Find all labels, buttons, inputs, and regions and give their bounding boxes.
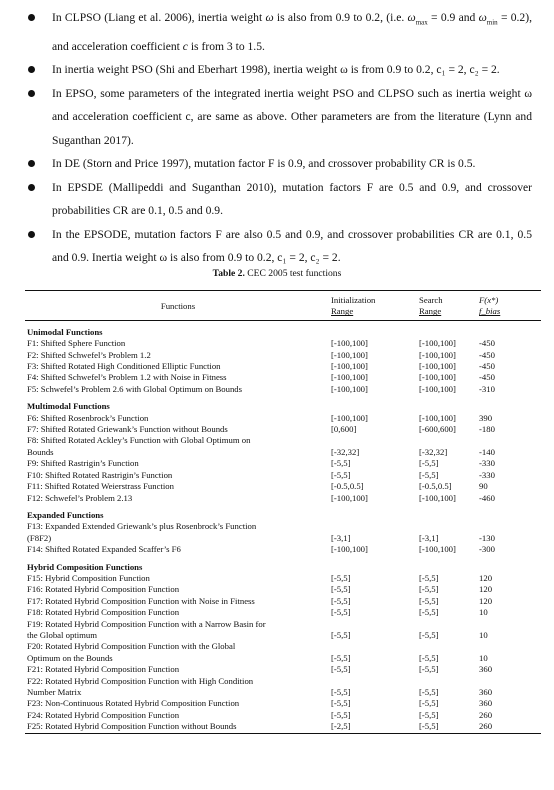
f-bias-value: -450 bbox=[479, 361, 495, 372]
initialization-range: [-100,100] bbox=[331, 383, 368, 394]
header-line: f_bias bbox=[479, 306, 501, 317]
function-name: F4: Shifted Schwefel’s Problem 1.2 with Noise in Fitness bbox=[27, 372, 227, 383]
bullet-epsode bbox=[0, 223, 554, 270]
f-bias-value: -180 bbox=[479, 424, 495, 435]
f-bias-value: -450 bbox=[479, 338, 495, 349]
f-bias-value: 360 bbox=[479, 664, 493, 675]
table-row bbox=[25, 372, 541, 383]
search-range: [-3,1] bbox=[419, 532, 439, 543]
function-name: Bounds bbox=[27, 446, 54, 457]
search-range: [-5,5] bbox=[419, 652, 439, 663]
text: is also from 0.9 to 0.2, (i.e. bbox=[273, 11, 408, 24]
search-range: [-5,5] bbox=[419, 458, 439, 469]
f-bias-value: 260 bbox=[479, 721, 493, 732]
f-bias-value: -450 bbox=[479, 372, 495, 383]
bullet-epso bbox=[0, 82, 554, 153]
table-row bbox=[25, 573, 541, 584]
bullet-text: In EPSO, some parameters of the integrated inertia weight PSO and CLPSO such as inertia weight ω and acceleration coefficient c, are same as above. Other parameters are from the literature (Lynn and Suganthan 2017). bbox=[52, 86, 532, 147]
cec2005-functions-table bbox=[25, 290, 541, 734]
f-bias-value: -450 bbox=[479, 349, 495, 360]
table-row bbox=[25, 424, 541, 435]
table-row bbox=[25, 676, 541, 687]
initialization-range: [-100,100] bbox=[331, 492, 368, 503]
function-name: F5: Schwefel’s Problem 2.6 with Global Optimum on Bounds bbox=[27, 383, 243, 394]
function-name: F11: Shifted Rotated Weierstrass Function bbox=[27, 481, 174, 492]
search-range: [-0.5,0.5] bbox=[419, 481, 452, 492]
initialization-range: [-0.5,0.5] bbox=[331, 481, 364, 492]
text: and bbox=[455, 11, 479, 24]
f-bias-value: -330 bbox=[479, 458, 495, 469]
initialization-range: [-5,5] bbox=[331, 652, 351, 663]
f-bias-value bbox=[479, 676, 541, 687]
initialization-range: [-5,5] bbox=[331, 698, 351, 709]
header-line: Initialization bbox=[331, 295, 376, 305]
bullet-dot-icon bbox=[28, 184, 35, 191]
initialization-range: [-100,100] bbox=[331, 338, 368, 349]
table-row bbox=[25, 607, 541, 618]
initialization-range bbox=[331, 435, 419, 446]
bullet-clpso bbox=[0, 6, 554, 58]
bullet-text: In the EPSODE, mutation factors F are also 0.5 and 0.9, and crossover probabilities CR are 0.1, 0.5 and 0.9. Inertia weight ω is also from 0.9 to 0.2, c₁ = 2, c₂ = 2. bbox=[52, 227, 532, 265]
f-bias-value bbox=[479, 521, 541, 532]
subscript-min: min bbox=[486, 18, 498, 27]
section-header-row bbox=[25, 395, 541, 412]
function-name: F9: Shifted Rastrigin’s Function bbox=[27, 458, 139, 469]
f-bias-value: 10 bbox=[479, 629, 488, 640]
search-range bbox=[419, 676, 479, 687]
f-bias-value: -140 bbox=[479, 446, 495, 457]
header-functions: Functions bbox=[160, 300, 196, 311]
initialization-range: [-5,5] bbox=[331, 629, 351, 640]
function-name: F8: Shifted Rotated Ackley’s Function with Global Optimum on bbox=[27, 435, 251, 446]
omega-max: ω bbox=[407, 11, 416, 24]
search-range: [-5,5] bbox=[419, 721, 439, 732]
search-range bbox=[419, 641, 479, 652]
header-line: Range bbox=[331, 306, 354, 317]
table-row bbox=[25, 413, 541, 424]
bullet-text: In inertia weight PSO (Shi and Eberhart 1998), inertia weight ω is from 0.9 to 0.2, c₁ = 2, c₂ = 2. bbox=[52, 63, 500, 77]
section-header-row bbox=[25, 556, 541, 573]
function-name: F20: Rotated Hybrid Composition Function with the Global bbox=[27, 641, 236, 652]
table-row bbox=[25, 653, 541, 664]
text: In CLPSO (Liang et al. 2006), inertia weight bbox=[52, 11, 266, 24]
initialization-range: [-2,5] bbox=[331, 721, 351, 732]
bullet-epsde bbox=[0, 176, 554, 223]
search-range: [-5,5] bbox=[419, 629, 439, 640]
initialization-range: [-5,5] bbox=[331, 595, 351, 606]
function-name: F22: Rotated Hybrid Composition Function with High Condition bbox=[27, 675, 254, 686]
f-bias-value bbox=[479, 641, 541, 652]
c-symbol: c bbox=[182, 39, 188, 53]
bullet-dot-icon bbox=[28, 14, 35, 21]
search-range: [-100,100] bbox=[419, 492, 456, 503]
search-range: [-100,100] bbox=[419, 372, 456, 383]
initialization-range: [0,600] bbox=[331, 424, 357, 435]
function-name: F7: Shifted Rotated Griewank’s Function without Bounds bbox=[27, 424, 228, 435]
header-f-bias bbox=[479, 291, 541, 321]
f-bias-value: 10 bbox=[479, 652, 488, 663]
initialization-range: [-5,5] bbox=[331, 458, 351, 469]
caption-label: Table 2. bbox=[212, 268, 245, 279]
function-name: Number Matrix bbox=[27, 687, 82, 697]
f-bias-value: 390 bbox=[479, 412, 493, 423]
initialization-range bbox=[331, 641, 419, 652]
table-header-row bbox=[25, 291, 541, 321]
header-line: F(x*) bbox=[479, 295, 499, 305]
search-range: [-5,5] bbox=[419, 709, 439, 720]
table-row bbox=[25, 641, 541, 652]
f-bias-value: 120 bbox=[479, 595, 493, 606]
function-name: F25: Rotated Hybrid Composition Function without Bounds bbox=[27, 721, 237, 732]
bullet-dot-icon bbox=[28, 160, 35, 167]
initialization-range: [-5,5] bbox=[331, 709, 351, 720]
section-header-row bbox=[25, 504, 541, 521]
f-bias-value: -310 bbox=[479, 383, 495, 394]
table-row bbox=[25, 533, 541, 544]
function-name: F19: Rotated Hybrid Composition Function with a Narrow Basin for bbox=[27, 618, 266, 629]
table-row bbox=[25, 384, 541, 395]
section-title: Hybrid Composition Functions bbox=[27, 561, 143, 572]
f-bias-value: -330 bbox=[479, 469, 495, 480]
section-header-row bbox=[25, 320, 541, 338]
search-range: [-5,5] bbox=[419, 469, 439, 480]
bullet-dot-icon bbox=[28, 66, 35, 73]
search-range bbox=[419, 435, 479, 446]
header-search-range bbox=[419, 291, 479, 321]
omega-min-value: = 0.2 bbox=[497, 11, 526, 24]
function-name: Optimum on the Bounds bbox=[27, 652, 113, 663]
table-row bbox=[25, 481, 541, 492]
table-caption bbox=[0, 268, 554, 279]
table-row bbox=[25, 721, 541, 733]
search-range: [-100,100] bbox=[419, 338, 456, 349]
table-row bbox=[25, 698, 541, 709]
function-name: F12: Schwefel’s Problem 2.13 bbox=[27, 492, 133, 503]
table-row bbox=[25, 435, 541, 446]
bullet-dot-icon bbox=[28, 231, 35, 238]
bullet-dot-icon bbox=[28, 90, 35, 97]
initialization-range: [-5,5] bbox=[331, 687, 351, 697]
initialization-range: [-32,32] bbox=[331, 446, 360, 457]
function-name: F3: Shifted Rotated High Conditioned Elliptic Function bbox=[27, 361, 221, 372]
header-initialization-range bbox=[331, 291, 419, 321]
table-row bbox=[25, 584, 541, 595]
f-bias-value: 360 bbox=[479, 687, 493, 697]
omega-symbol: ω bbox=[265, 11, 274, 24]
table-row bbox=[25, 630, 541, 641]
table-row bbox=[25, 521, 541, 532]
f-bias-value: 120 bbox=[479, 584, 493, 595]
initialization-range: [-5,5] bbox=[331, 607, 351, 618]
table-row bbox=[25, 470, 541, 481]
initialization-range: [-100,100] bbox=[331, 349, 368, 360]
search-range: [-100,100] bbox=[419, 349, 456, 360]
f-bias-value: -460 bbox=[479, 492, 495, 503]
search-range: [-600,600] bbox=[419, 424, 456, 435]
table-row bbox=[25, 338, 541, 349]
section-title: Expanded Functions bbox=[27, 509, 104, 520]
initialization-range bbox=[331, 521, 419, 532]
search-range: [-100,100] bbox=[419, 383, 456, 394]
search-range: [-32,32] bbox=[419, 446, 448, 457]
table-row bbox=[25, 458, 541, 469]
f-bias-value: -300 bbox=[479, 544, 495, 555]
function-name: F2: Shifted Schwefel’s Problem 1.2 bbox=[27, 349, 151, 360]
f-bias-value: 260 bbox=[479, 709, 493, 720]
initialization-range: [-100,100] bbox=[331, 544, 368, 555]
table-row bbox=[25, 493, 541, 504]
table-body bbox=[25, 320, 541, 733]
search-range: [-5,5] bbox=[419, 687, 439, 697]
initialization-range: [-5,5] bbox=[331, 572, 351, 583]
function-name: F10: Shifted Rotated Rastrigin’s Function bbox=[27, 469, 173, 480]
f-bias-value: 360 bbox=[479, 698, 493, 709]
table-row bbox=[25, 544, 541, 555]
function-name: F15: Hybrid Composition Function bbox=[27, 572, 150, 583]
header-line: Search bbox=[419, 295, 443, 305]
table-row bbox=[25, 596, 541, 607]
f-bias-value bbox=[479, 435, 541, 446]
bullet-de bbox=[0, 152, 554, 176]
search-range: [-100,100] bbox=[419, 412, 456, 423]
subscript-max: max bbox=[415, 18, 428, 27]
function-name: F6: Shifted Rosenbrock’s Function bbox=[27, 412, 149, 423]
initialization-range: [-5,5] bbox=[331, 584, 351, 595]
f-bias-value: 10 bbox=[479, 607, 488, 618]
bullet-inertia-pso bbox=[0, 58, 554, 82]
f-bias-value: 90 bbox=[479, 481, 488, 492]
search-range: [-5,5] bbox=[419, 595, 439, 606]
function-name: F1: Shifted Sphere Function bbox=[27, 338, 126, 349]
omega-min: ω bbox=[478, 11, 487, 24]
function-name: F13: Expanded Extended Griewank’s plus Rosenbrock’s Function bbox=[27, 521, 257, 532]
search-range: [-5,5] bbox=[419, 698, 439, 709]
search-range: [-5,5] bbox=[419, 572, 439, 583]
table-row bbox=[25, 447, 541, 458]
initialization-range: [-3,1] bbox=[331, 532, 351, 543]
function-name: F16: Rotated Hybrid Composition Function bbox=[27, 584, 180, 595]
initialization-range: [-5,5] bbox=[331, 469, 351, 480]
table-row bbox=[25, 619, 541, 630]
f-bias-value bbox=[479, 619, 541, 630]
function-name: (F8F2) bbox=[27, 532, 52, 543]
section-title: Multimodal Functions bbox=[27, 401, 110, 412]
function-name: F21: Rotated Hybrid Composition Function bbox=[27, 664, 180, 675]
search-range bbox=[419, 521, 479, 532]
table-row bbox=[25, 710, 541, 721]
search-range: [-5,5] bbox=[419, 584, 439, 595]
text: is from 3 to 1.5. bbox=[187, 39, 265, 53]
table-row bbox=[25, 361, 541, 372]
header-line: Range bbox=[419, 306, 442, 317]
initialization-range: [-100,100] bbox=[331, 372, 368, 383]
bullet-text: In DE (Storn and Price 1997), mutation factor F is 0.9, and crossover probability CR is 0.5. bbox=[52, 157, 476, 171]
function-name: F14: Shifted Rotated Expanded Scaffer’s F6 bbox=[27, 544, 181, 555]
initialization-range: [-100,100] bbox=[331, 361, 368, 372]
text: ), and acceleration coefficient bbox=[52, 11, 532, 53]
parameter-settings-list bbox=[0, 6, 554, 270]
search-range: [-5,5] bbox=[419, 607, 439, 618]
function-name: F24: Rotated Hybrid Composition Function bbox=[27, 709, 180, 720]
f-bias-value: -130 bbox=[479, 532, 495, 543]
search-range bbox=[419, 619, 479, 630]
bullet-text: In EPSDE (Mallipeddi and Suganthan 2010), mutation factors F are 0.5 and 0.9, and crossover probabilities CR are 0.1, 0.5 and 0.9. bbox=[52, 180, 532, 218]
initialization-range bbox=[331, 619, 419, 630]
initialization-range: [-5,5] bbox=[331, 664, 351, 675]
table-row bbox=[25, 687, 541, 698]
table-row bbox=[25, 664, 541, 675]
search-range: [-100,100] bbox=[419, 361, 456, 372]
function-name: F17: Rotated Hybrid Composition Function with Noise in Fitness bbox=[27, 595, 255, 606]
caption-text: CEC 2005 test functions bbox=[244, 268, 342, 279]
f-bias-value: 120 bbox=[479, 572, 493, 583]
initialization-range: [-100,100] bbox=[331, 412, 368, 423]
function-name: the Global optimum bbox=[27, 629, 97, 640]
section-title: Unimodal Functions bbox=[27, 326, 103, 337]
omega-max-value: = 0.9 bbox=[427, 11, 456, 24]
initialization-range bbox=[331, 676, 419, 687]
search-range: [-5,5] bbox=[419, 664, 439, 675]
search-range: [-100,100] bbox=[419, 544, 456, 555]
function-name: F23: Non-Continuous Rotated Hybrid Composition Function bbox=[27, 698, 240, 709]
function-name: F18: Rotated Hybrid Composition Function bbox=[27, 607, 180, 618]
table-row bbox=[25, 350, 541, 361]
